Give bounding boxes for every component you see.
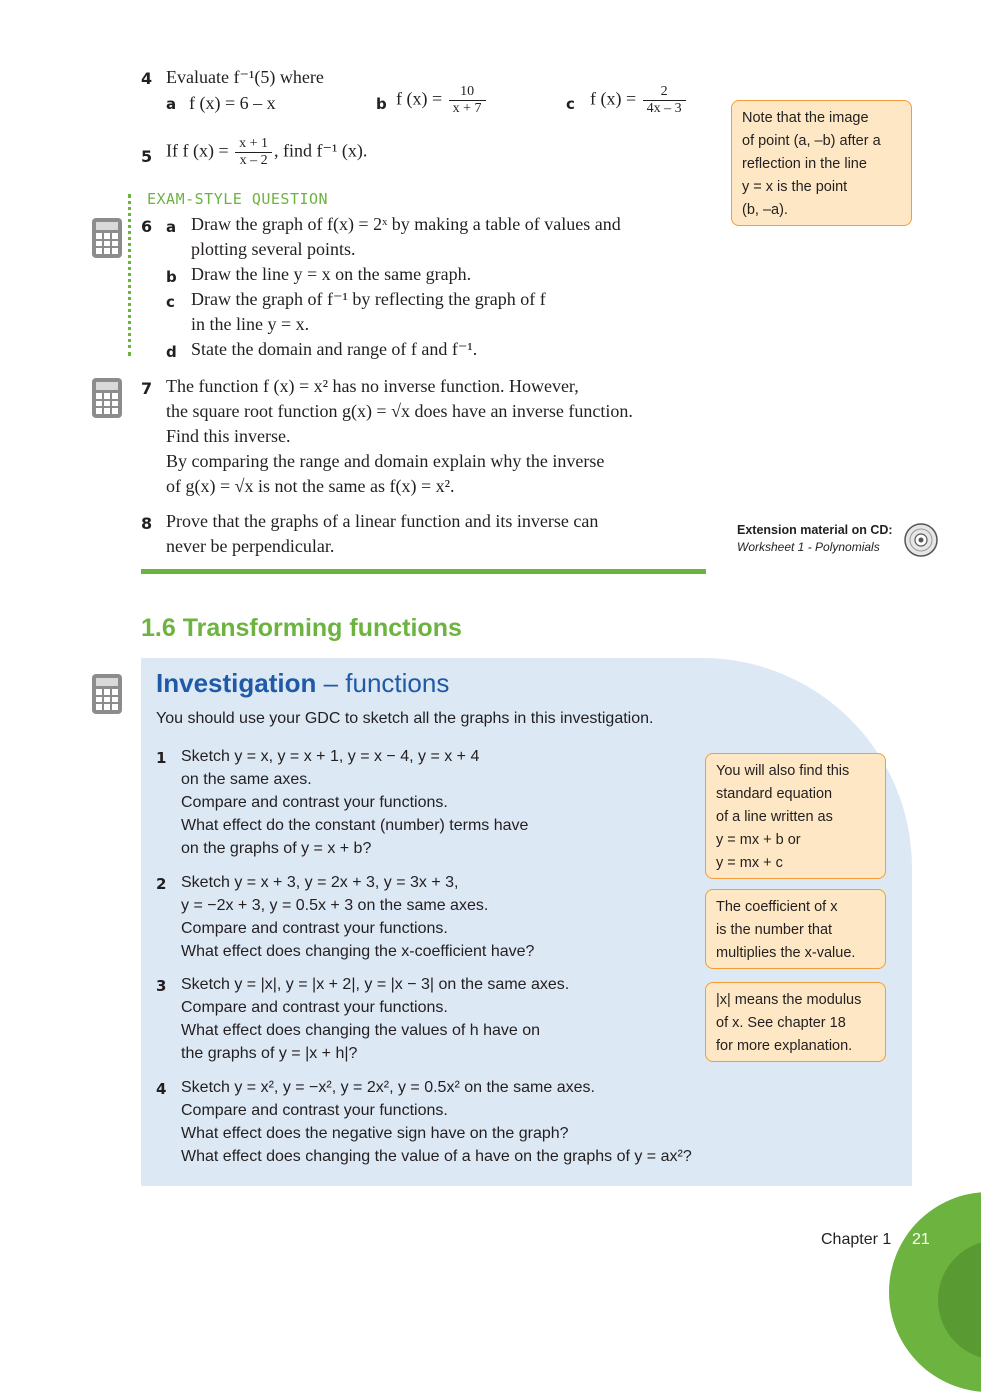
- investigation-intro: You should use your GDC to sketch all the graphs in this investigation.: [156, 710, 654, 727]
- question-text: the square root function g(x) = √x does have an inverse function.: [166, 401, 633, 421]
- item-text: Compare and contrast your functions.: [181, 794, 448, 811]
- item-number: 1: [156, 749, 167, 767]
- item-text: Compare and contrast your functions.: [181, 999, 448, 1016]
- item-text: on the graphs of y = x + b?: [181, 840, 372, 857]
- part-label: b: [166, 268, 177, 286]
- question-text: of g(x) = √x is not the same as f(x) = x².: [166, 476, 455, 496]
- question-number: 8: [141, 514, 153, 533]
- question-text: Prove that the graphs of a linear function and its inverse can: [166, 511, 599, 531]
- part-text: plotting several points.: [191, 239, 356, 259]
- section-title: 1.6 Transforming functions: [141, 614, 462, 642]
- cd-icon[interactable]: [903, 522, 939, 558]
- part-text: f (x) = $\frac{2}{4x - 3}$: [590, 84, 688, 117]
- part-label: a: [166, 218, 177, 236]
- question-text: By comparing the range and domain explain why the inverse: [166, 451, 605, 471]
- item-text: What effect does changing the value of a have on the graphs of y = ax²?: [181, 1148, 692, 1165]
- item-text: What effect do the constant (number) terms have: [181, 817, 529, 834]
- part-text: Draw the line y = x on the same graph.: [191, 264, 472, 284]
- calculator-icon: [92, 218, 122, 258]
- item-text: on the same axes.: [181, 771, 312, 788]
- margin-note: Note that the image of point (a, –b) after a reflection in the line y = x is the point (b, –a).: [731, 100, 912, 226]
- item-text: What effect does changing the x-coefficient have?: [181, 943, 535, 960]
- fraction: $\frac{10}{x + 7}$: [449, 84, 486, 117]
- extension-title: Extension material on CD:: [737, 523, 893, 537]
- fraction: $\frac{x + 1}{x - 2}$: [235, 136, 272, 169]
- part-text: Draw the graph of f(x) = 2ˣ by making a table of values and: [191, 214, 621, 234]
- part-label: c: [166, 293, 175, 311]
- margin-note: You will also find this standard equation of a line written as y = mx + b or y = mx + c: [705, 753, 886, 879]
- exam-style-label: EXAM-STYLE QUESTION: [147, 190, 329, 208]
- part-label: d: [166, 343, 177, 361]
- part-label: a: [166, 95, 177, 113]
- item-text: What effect does the negative sign have on the graph?: [181, 1125, 569, 1142]
- question-text: If f (x) = $\frac{x + 1}{x - 2}$ , find f⁻¹ (x).: [166, 136, 368, 168]
- question-number: 5: [141, 147, 153, 166]
- question-text: Find this inverse.: [166, 426, 291, 446]
- part-text: State the domain and range of f and f⁻¹.: [191, 339, 478, 359]
- question-text: never be perpendicular.: [166, 536, 335, 556]
- question-text: Evaluate f⁻¹(5) where: [166, 67, 324, 87]
- part-label: b: [376, 95, 387, 113]
- investigation-title: Investigation – functions: [156, 668, 450, 698]
- margin-note: The coefficient of x is the number that multiplies the x-value.: [705, 889, 886, 969]
- part-text: f (x) = $\frac{10}{x + 7}$: [396, 84, 488, 117]
- fraction: $\frac{2}{4x - 3}$: [643, 84, 686, 117]
- item-text: What effect does changing the values of h have on: [181, 1022, 541, 1039]
- item-text: the graphs of y = |x + h|?: [181, 1045, 358, 1062]
- part-text: f (x) = 6 – x: [189, 93, 276, 113]
- part-text: in the line y = x.: [191, 314, 310, 334]
- item-text: y = −2x + 3, y = 0.5x + 3 on the same axes.: [181, 897, 489, 914]
- item-number: 4: [156, 1080, 167, 1098]
- margin-note: |x| means the modulus of x. See chapter 18 for more explanation.: [705, 982, 886, 1062]
- item-number: 2: [156, 875, 167, 893]
- item-number: 3: [156, 977, 167, 995]
- calculator-icon: [92, 378, 122, 418]
- calculator-icon: [92, 674, 122, 714]
- question-number: 7: [141, 379, 153, 398]
- item-text: Sketch y = x, y = x + 1, y = x − 4, y = x + 4: [181, 748, 480, 765]
- item-text: Sketch y = |x|, y = |x + 2|, y = |x − 3| on the same axes.: [181, 976, 570, 993]
- chapter-label: Chapter 1: [821, 1231, 892, 1248]
- section-divider: [141, 569, 706, 574]
- question-number: 6: [141, 217, 153, 236]
- part-label: c: [566, 95, 575, 113]
- page-number: 21: [912, 1231, 930, 1248]
- part-text: Draw the graph of f⁻¹ by reflecting the graph of f: [191, 289, 546, 309]
- item-text: Sketch y = x + 3, y = 2x + 3, y = 3x + 3,: [181, 874, 459, 891]
- item-text: Compare and contrast your functions.: [181, 920, 448, 937]
- extension-subtitle: Worksheet 1 - Polynomials: [737, 540, 880, 554]
- item-text: Sketch y = x², y = −x², y = 2x², y = 0.5x² on the same axes.: [181, 1079, 595, 1096]
- question-number: 4: [141, 69, 153, 88]
- question-text: The function f (x) = x² has no inverse function. However,: [166, 376, 579, 396]
- exam-style-marker: [128, 194, 131, 356]
- item-text: Compare and contrast your functions.: [181, 1102, 448, 1119]
